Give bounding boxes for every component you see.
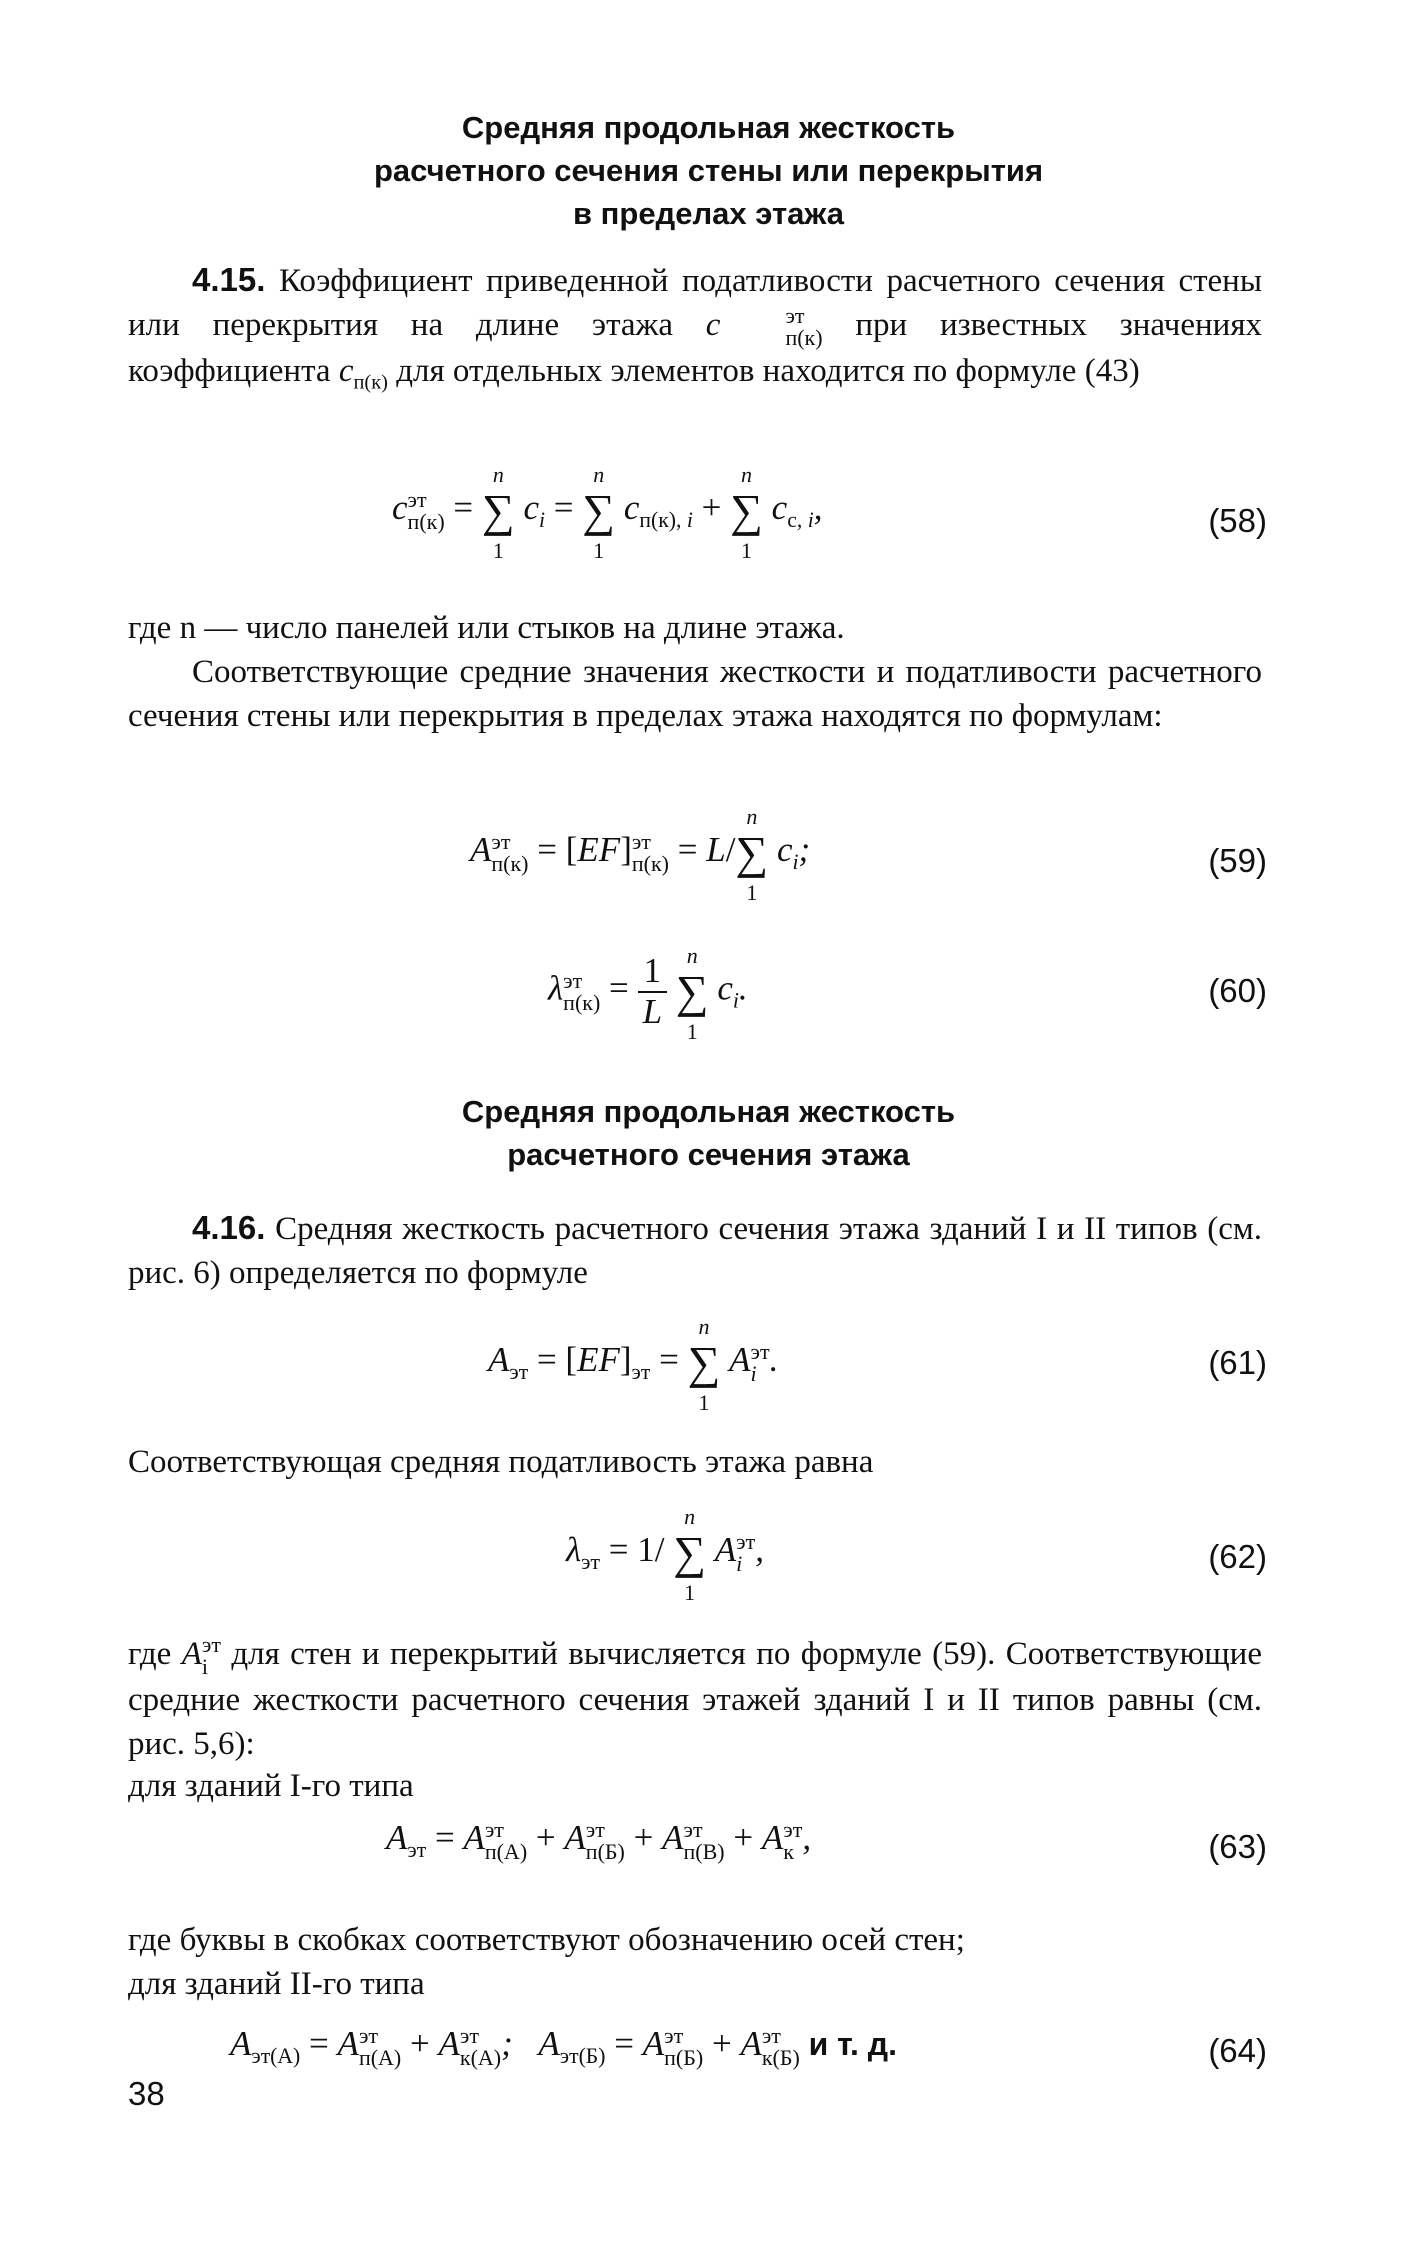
paragraph-4-15: [128, 258, 1262, 405]
paragraph-letters: где буквы в скобках соответствуют обозначению осей стен;: [128, 1922, 965, 1958]
paragraph-type-2: для зданий II-го типа: [128, 1966, 425, 2002]
equation-number-58: (58): [1208, 502, 1267, 539]
paragraph-4-16-text: Средняя жесткость расчетного сечения этажа зданий I и II типов (см. рис. 6) определяется по формуле: [128, 1211, 1262, 1291]
formula-63: $A_{эт} = A$ эт п(А) + A эт п(Б) + A эт п(В) + A эт к ,: [386, 1816, 812, 1864]
paragraph-corresponding-values: Соответствующие средние значения жесткости и податливости расчетного сечения стены или перекрытия в пределах этажа находятся по формулам:: [128, 654, 1262, 734]
symbol-c-pk: $c_{п(к)}$: [338, 353, 388, 395]
paragraph-4-15-text-a: Коэффициент приведенной податливости расчетного сечения стены или перекрытия на длине этажа: [128, 263, 1262, 343]
paragraph-where-A-post: для стен и перекрытий вычисляется по формуле (59). Соответствующие средние жесткости расчетного сечения этажей зданий I и II типов равны (см. рис. 5,6):: [128, 1636, 1262, 1763]
formula-64-tail: и т. д.: [808, 2026, 897, 2062]
paragraph-4-15-text-b: при известных значениях коэффициента: [128, 307, 1262, 390]
page-number: 38: [128, 2075, 165, 2112]
paragraph-where-n: где n — число панелей или стыков на длине этажа.: [128, 610, 845, 646]
symbol-A-i-et: A эт i: [181, 1632, 221, 1680]
paragraph-where-A: [128, 1632, 1262, 1766]
paragraph-4-15-text-c: для отдельных элементов находится по формуле (43): [387, 353, 1140, 390]
equation-number-62: (62): [1208, 1538, 1267, 1575]
clause-number-4-16: 4.16.: [192, 1209, 266, 1246]
paragraph-type-1: для зданий I-го типа: [128, 1768, 414, 1804]
formula-64: $A_{эт(А)} = A$ эт п(А) + A эт к(А) ; $A_{эт(Б)} = A$ эт п(Б) + A эт к(Б) и т. д.: [230, 2022, 897, 2070]
paragraph-corresponding-compliance: Соответствующая средняя податливость этажа равна: [128, 1444, 874, 1480]
heading-2-line-2: расчетного сечения этажа: [507, 1137, 910, 1172]
clause-number-4-15: 4.15.: [192, 261, 266, 298]
heading-1-line-2: расчетного сечения стены или перекрытия: [373, 153, 1044, 188]
equation-number-60: (60): [1208, 972, 1267, 1009]
equation-number-59: (59): [1208, 842, 1267, 879]
paragraph-4-16: [128, 1206, 1262, 1295]
section-heading-1: [0, 106, 1417, 235]
formula-61: $A_{эт} = [EF]_{эт}$ = ∑ n 1 A эт i .: [488, 1314, 779, 1415]
section-heading-2: [0, 1090, 1417, 1176]
equation-number-64: (64): [1208, 2032, 1267, 2069]
symbol-c-pk-et: c эт п(к): [705, 303, 823, 351]
paragraph-where-A-pre: где: [128, 1636, 182, 1672]
equation-number-63: (63): [1208, 1828, 1267, 1865]
heading-1-line-1: Средняя продольная жесткость: [461, 110, 956, 145]
formula-60: λ эт п(к) = $\frac{1}{L}$ ∑ n 1 $c_i$.: [548, 942, 748, 1044]
heading-2-line-1: Средняя продольная жесткость: [461, 1094, 956, 1129]
formula-59: A эт п(к) = [EF] эт п(к) = L/∑ n 1 $c_i$;: [470, 804, 811, 905]
formula-58: c эт п(к) = ∑ n 1 $c_i$ = ∑ n 1 $c_{п(к), i}$ + ∑ n 1 $c_{с, i}$,: [392, 462, 823, 563]
formula-62: $\lambda_{эт} = 1/$ ∑ n 1 A эт i ,: [566, 1504, 764, 1605]
equation-number-61: (61): [1208, 1344, 1267, 1381]
heading-1-line-3: в пределах этажа: [572, 196, 844, 231]
